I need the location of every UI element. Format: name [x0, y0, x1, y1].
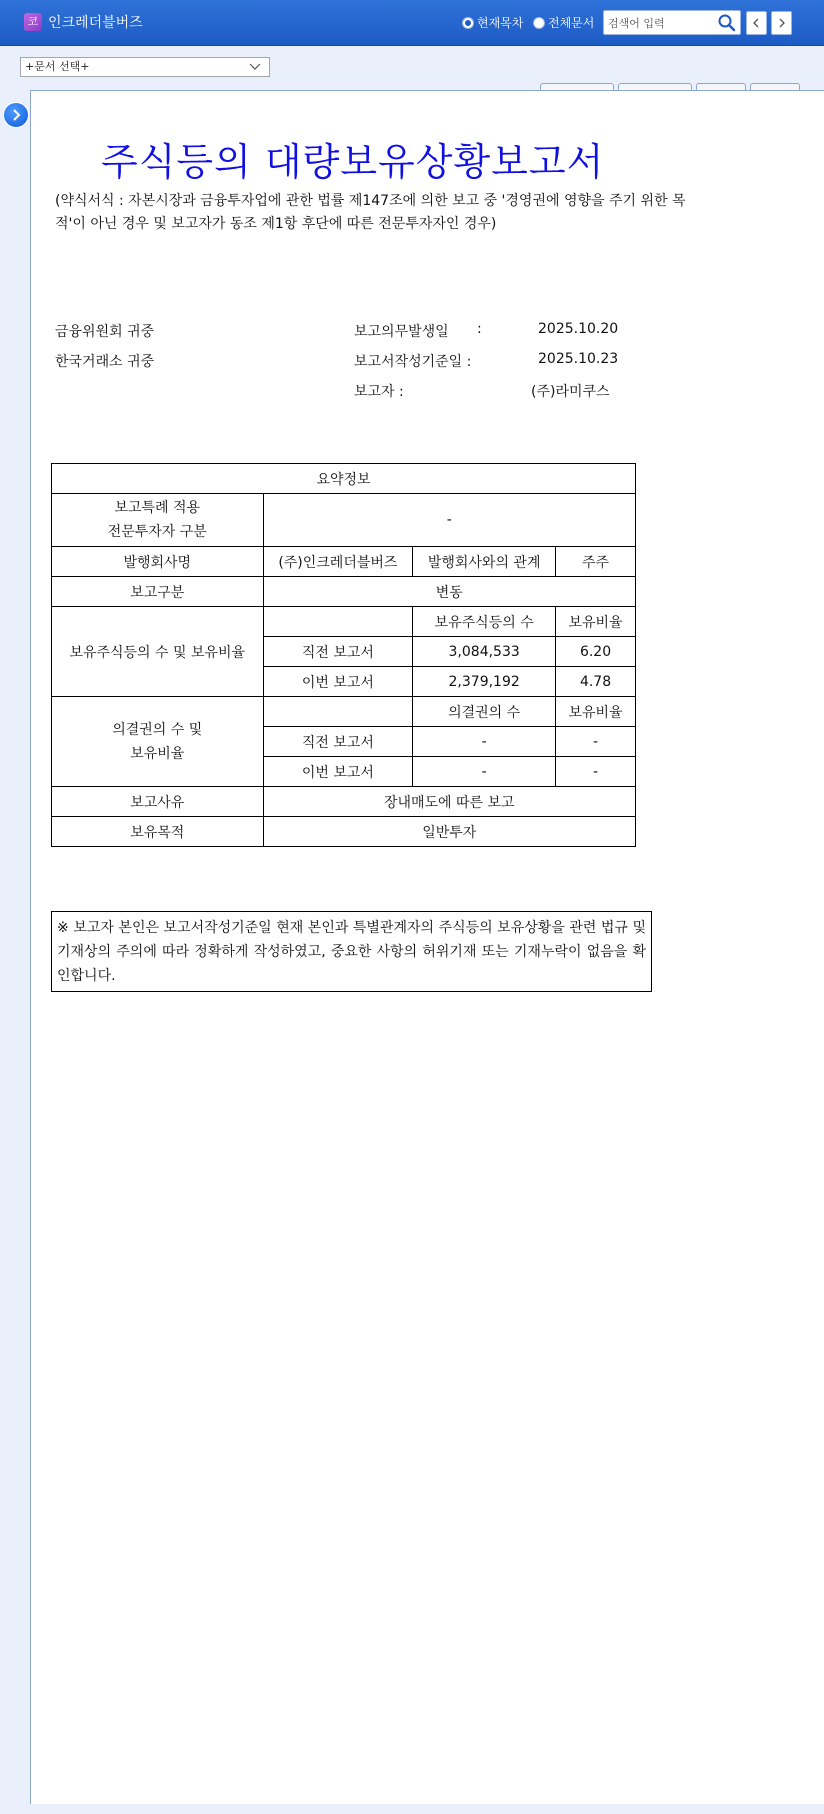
voting-prev-label: 직전 보고서	[263, 727, 413, 757]
holdings-count-header: 보유주식등의 수	[413, 607, 556, 637]
chevron-down-icon	[249, 63, 261, 71]
reporter-name: (주)라미쿠스	[531, 384, 610, 400]
document-select[interactable]	[20, 57, 270, 77]
report-type-value: 변동	[263, 577, 635, 607]
empty-cell	[263, 607, 413, 637]
chevron-left-icon	[747, 12, 766, 34]
top-bar	[0, 0, 824, 46]
document-viewer	[30, 90, 824, 1804]
summary-header: 요약정보	[52, 464, 636, 494]
prev-ratio: 6.20	[556, 637, 636, 667]
radio-current-dot[interactable]	[462, 17, 474, 29]
empty-cell	[263, 697, 413, 727]
table-row	[52, 494, 636, 547]
search-icon[interactable]	[717, 13, 737, 33]
voting-this-count: -	[413, 757, 556, 787]
voting-ratio-header: 보유비율	[556, 697, 636, 727]
radio-all-dot[interactable]	[533, 17, 545, 29]
special-label: 보고특례 적용 전문투자자 구분	[52, 494, 264, 547]
purpose-value: 일반투자	[263, 817, 635, 847]
reason-value: 장내매도에 따른 보고	[263, 787, 635, 817]
voting-prev-count: -	[413, 727, 556, 757]
confirmation-notice: ※ 보고자 본인은 보고서작성기준일 현재 본인과 특별관계자의 주식등의 보유상황을 관련 법규 및 기재상의 주의에 따라 정확하게 작성하였고, 중요한 사항의 허위기재 또는 기재누락이 없음을 확인합니다.	[51, 911, 652, 992]
relation-value: 주주	[556, 547, 636, 577]
table-row	[52, 547, 636, 577]
purpose-label: 보유목적	[52, 817, 264, 847]
prev-button[interactable]	[746, 11, 767, 35]
holdings-label: 보유주식등의 수 및 보유비율	[52, 607, 264, 697]
voting-this-ratio: -	[556, 757, 636, 787]
next-button[interactable]	[771, 11, 792, 35]
base-date: 2025.10.23	[538, 351, 619, 367]
prev-shares: 3,084,533	[413, 637, 556, 667]
issuer-label: 발행회사명	[52, 547, 264, 577]
table-row	[52, 577, 636, 607]
this-shares: 2,379,192	[413, 667, 556, 697]
special-value: -	[263, 494, 635, 547]
recipient-krx: 한국거래소 귀중	[55, 354, 155, 370]
obligation-date-colon: :	[477, 321, 482, 337]
radio-all-label: 전체문서	[548, 16, 595, 30]
radio-current-toc[interactable]	[462, 14, 523, 31]
table-row	[52, 607, 636, 637]
sidebar-toggle-icon	[4, 103, 28, 127]
company-name[interactable]: 인크레더블버즈	[48, 15, 143, 31]
document-subtitle: (약식서식 : 자본시장과 금융투자업에 관한 법률 제147조에 의한 보고 중 '경영권에 영향을 주기 위한 목적'이 아닌 경우 및 보고자가 동조 제1항 후단에 따른 전문투자자인 경우)	[55, 193, 686, 232]
search-input[interactable]	[608, 14, 716, 32]
voting-count-header: 의결권의 수	[413, 697, 556, 727]
table-row	[52, 787, 636, 817]
base-date-label: 보고서작성기준일 :	[354, 354, 472, 370]
company-icon: 코	[24, 13, 42, 31]
radio-current-label: 현재목차	[477, 16, 524, 30]
relation-label: 발행회사와의 관계	[413, 547, 556, 577]
voting-label: 의결권의 수 및 보유비율	[52, 697, 264, 787]
obligation-date: 2025.10.20	[538, 321, 619, 337]
obligation-date-label: 보고의무발생일	[354, 324, 449, 340]
document-select-value: +문서 선택+	[25, 60, 90, 73]
search-box	[603, 10, 741, 35]
radio-all-docs[interactable]	[533, 14, 594, 31]
chevron-right-icon	[772, 12, 791, 34]
this-report-label: 이번 보고서	[263, 667, 413, 697]
voting-this-label: 이번 보고서	[263, 757, 413, 787]
recipient-fsc: 금융위원회 귀중	[55, 324, 155, 340]
document-title: 주식등의 대량보유상황보고서	[101, 140, 605, 184]
prev-report-label: 직전 보고서	[263, 637, 413, 667]
reason-label: 보고사유	[52, 787, 264, 817]
report-type-label: 보고구분	[52, 577, 264, 607]
this-ratio: 4.78	[556, 667, 636, 697]
issuer-value: (주)인크레더블버즈	[263, 547, 413, 577]
summary-table	[51, 463, 636, 847]
reporter-label: 보고자 :	[354, 384, 404, 400]
voting-prev-ratio: -	[556, 727, 636, 757]
table-row	[52, 697, 636, 727]
table-row	[52, 464, 636, 494]
holdings-ratio-header: 보유비율	[556, 607, 636, 637]
table-row	[52, 817, 636, 847]
sidebar-toggle-button[interactable]	[3, 102, 29, 128]
